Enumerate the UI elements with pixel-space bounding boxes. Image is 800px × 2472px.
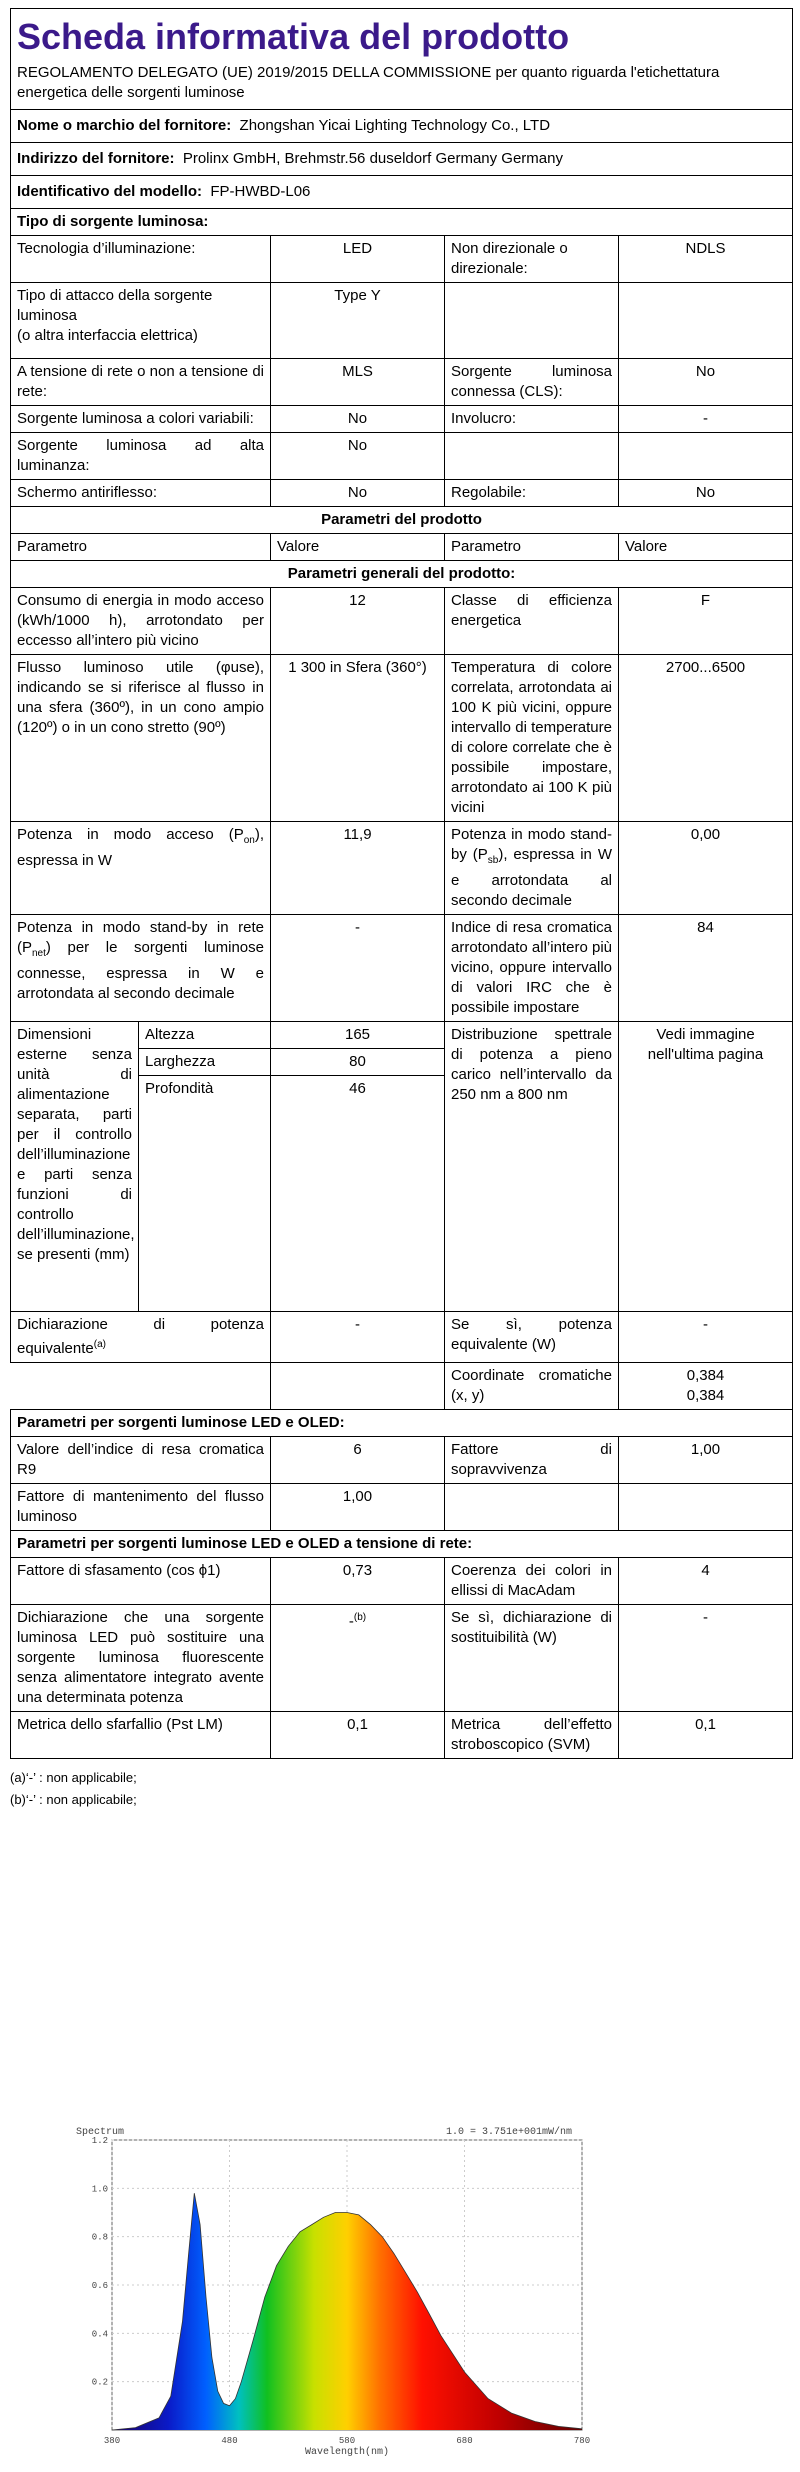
y-tick-label: 1.0: [91, 2184, 108, 2195]
supplier-name-value: Zhongshan Yicai Lighting Technology Co., LTD: [239, 117, 551, 134]
chart-title: Spectrum: [76, 2127, 125, 2138]
supplier-address-value: Prolinx GmbH, Brehmstr.56 duseldorf Germany Germany: [182, 150, 563, 167]
footnote-a: (a)‘-’ : non applicabile;: [10, 1770, 137, 1785]
model-row: Identificativo del modello: FP-HWBD-L06: [11, 176, 793, 209]
mains-params-header: Parametri per sorgenti luminose LED e OLED a tensione di rete:: [11, 1531, 793, 1558]
footnotes: [10, 1767, 792, 1811]
y-tick-label: 0.6: [91, 2281, 108, 2291]
x-axis-label: Wavelength(nm): [304, 2447, 390, 2458]
y-tick-label: 0.4: [91, 2329, 108, 2340]
regulation-text: REGOLAMENTO DELEGATO (UE) 2019/2015 DELLA COMMISSIONE per quanto riguarda l'etichettatura energetica delle sorgenti luminose: [17, 64, 720, 101]
y-tick-label: 1.2: [91, 2136, 108, 2146]
led-params-header: Parametri per sorgenti luminose LED e OLED:: [11, 1410, 793, 1437]
model-value: FP-HWBD-L06: [210, 183, 311, 200]
info-table: Scheda informativa del prodotto REGOLAMENTO DELEGATO (UE) 2019/2015 DELLA COMMISSIONE per quanto riguarda l'etichettatura energetica delle sorgenti luminose Nome o marchio del fornitore: Zhongshan Yicai Lighting Technology Co., LTD Indirizzo del fornitore: Prolinx GmbH, Brehmstr.56 duseldorf Germany Germany Identificativo del modello: FP-HWBD-L06 Tipo di sorgente luminosa: Tecnologia d’illuminazione: LED Non direzionale o direzionale: NDLS Tipo di attacco della sorgente luminosa (o altra interfaccia elettrica) Type Y A tensione di rete o non a tensione di rete: MLS Sorgente luminosa connessa (CLS): No Sorgente luminosa a colori variabili: No Involucro: - Sorgente luminosa ad alta luminanza: No Schermo antiriflesso: No Regolabile: No Parametri del prodotto Parametro Valore Parametro Valore Parametri generali del prodotto: Consumo di energia in modo acceso (kWh/1000 h), arrotondato per eccesso all’intero più vicino 12 Classe di efficienza energetica F Flusso luminoso utile (φuse), indicando se si riferisce al flusso in una sfera (360º), in un cono ampio (120º) o in un cono stretto (90º) 1 300 in Sfera (360°) Temperatura di colore correlata, arrotondata ai 100 K più vicini, oppure intervallo di temperature di colore correlate che è possibile impostare, arrotondato ai 100 K più vicini 2700...6500 Potenza in modo acceso $(P_{on})$, espressa in W 11,9 Potenza in modo stand-by $(P_{sb})$, espressa in W e arrotondata al secondo decimale 0,00 Potenza in modo stand-by in rete $(P_{net})$ per le sorgenti luminose connesse, espressa in W e arrotondata al secondo decimale - Indice di resa cromatica arrotondato all’intero più vicino, oppure intervallo di valori IRC che è possibile impostare 84 Dimensioni esterne senza unità di alimentazione separata, parti per il controllo dell’illuminazione e parti senza funzioni di controllo dell’illuminazione, se presenti (mm) Altezza 165 Distribuzione spettrale di potenza a pieno carico nell’intervallo da 250 nm a 800 nm Vedi immagine nell'ultima pagina Larghezza 80 Profondità 46 Dichiarazione di potenza equivalente$^{(a)}$ - Se sì, potenza equivalente (W) - Coordinate cromatiche (x, y) 0,384 0,384 Parametri per sorgenti luminose LED e OLED: Valore dell’indice di resa cromatica R9 6 Fattore di sopravvivenza 1,00 Fattore di mantenimento del flusso luminoso 1,00 Parametri per sorgenti luminose LED e OLED a tensione di rete: Fattore di sfasamento (cos ϕ1) 0,73 Coerenza dei colori in ellissi di MacAdam 4 Dichiarazione che una sorgente luminosa LED può sostituire una sorgente luminosa fluorescente senza alimentatore integrato avente una determinata potenza -$^{(b)}$ Se sì, dichiarazione di sostituibilità (W) - Metrica dello sfarfallio (Pst LM) 0,1 Metrica dell’effetto stroboscopico (SVM) 0,1: [10, 8, 793, 1759]
product-info-sheet: [10, 8, 792, 1811]
x-tick-label: 480: [221, 2436, 238, 2446]
source-type-header: Tipo di sorgente luminosa:: [11, 209, 793, 236]
title-cell: [11, 9, 793, 110]
x-tick-label: 580: [338, 2436, 356, 2446]
x-tick-label: 680: [456, 2436, 473, 2446]
general-params-header: Parametri generali del prodotto:: [11, 561, 793, 588]
spectrum-chart: [72, 2120, 602, 2460]
x-tick-label: 380: [103, 2436, 121, 2446]
product-params-header: Parametri del prodotto: [11, 507, 793, 534]
supplier-name-row: Nome o marchio del fornitore: Zhongshan Yicai Lighting Technology Co., LTD: [11, 110, 793, 143]
scale-note: 1.0 = 3.751e+001mW/nm: [445, 2127, 572, 2138]
page-title: Scheda informativa del prodotto: [17, 16, 570, 57]
y-tick-label: 0.2: [91, 2377, 108, 2388]
x-tick-label: 780: [573, 2436, 591, 2446]
y-tick-label: 0.8: [91, 2232, 108, 2243]
supplier-address-row: Indirizzo del fornitore: Prolinx GmbH, Brehmstr.56 duseldorf Germany Germany: [11, 143, 793, 176]
footnote-b: (b)‘-’ : non applicabile;: [10, 1792, 137, 1807]
